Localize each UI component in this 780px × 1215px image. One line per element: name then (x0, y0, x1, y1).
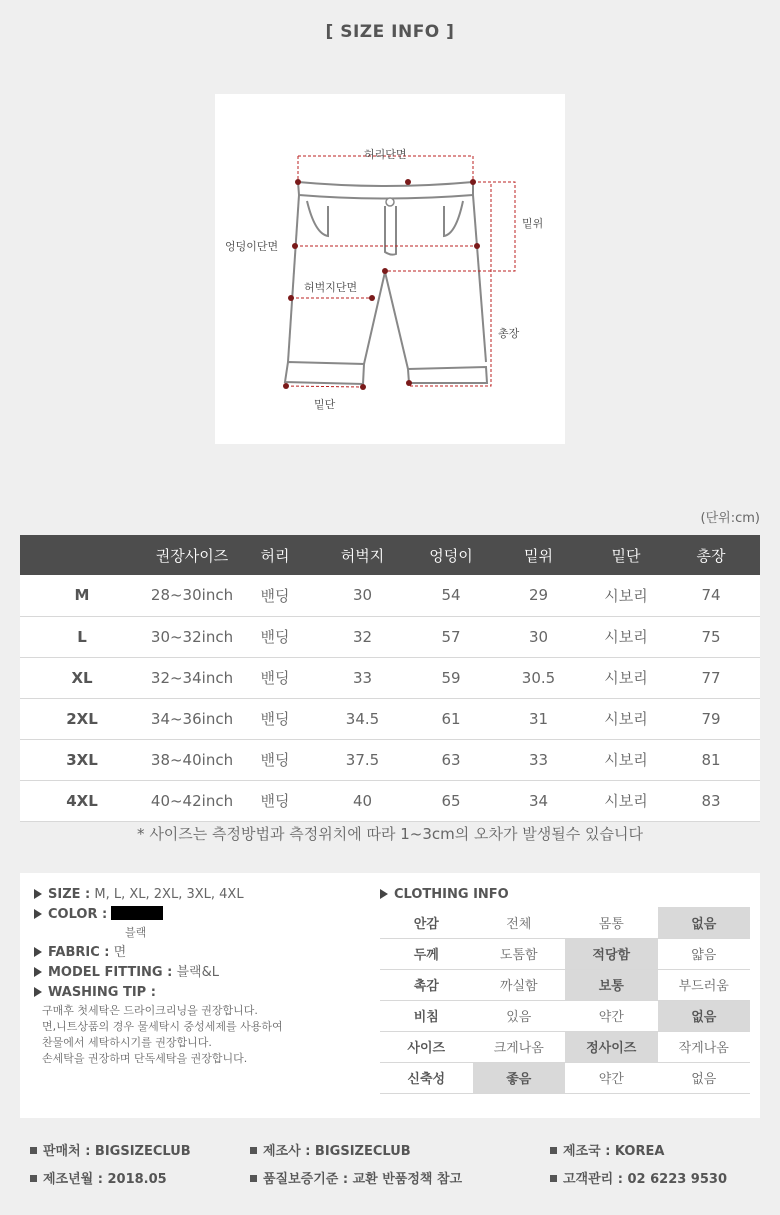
washing-line: 면,니트상품의 경우 물세탁시 중성세제를 사용하여 (42, 1020, 283, 1033)
size-value-cell: 61 (415, 698, 487, 739)
table-row (20, 657, 760, 698)
clothing-info-row (380, 1031, 750, 1062)
clothing-info-option: 부드러움 (658, 969, 751, 1000)
size-value-cell: 77 (662, 657, 760, 698)
size-value-cell: 시보리 (590, 657, 662, 698)
size-value-cell: 시보리 (590, 575, 662, 616)
seller-text: 판매처 : BIGSIZECLUB (43, 1144, 191, 1159)
table-row (20, 698, 760, 739)
size-value-cell: 33 (310, 657, 415, 698)
size-table-header (20, 535, 760, 575)
length-label: 총장 (498, 327, 520, 340)
size-value-cell: 32 (310, 616, 415, 657)
clothing-info-option-selected: 적당함 (565, 938, 658, 969)
waist-label: 허리단면 (364, 148, 407, 161)
clothing-info-option: 몸통 (565, 907, 658, 938)
color-name: 블랙 (125, 926, 147, 939)
size-value-cell: 밴딩 (240, 575, 310, 616)
size-row (34, 885, 374, 905)
square-bullet-icon (550, 1147, 557, 1154)
fabric-row (34, 943, 374, 963)
pants-diagram (215, 94, 565, 444)
clothing-info-row (380, 938, 750, 969)
size-header-cell: 권장사이즈 (144, 535, 240, 575)
clothing-info-title (380, 885, 750, 905)
size-value-cell: 28~30inch (144, 575, 240, 616)
fabric-value: 면 (113, 945, 127, 960)
square-bullet-icon (250, 1175, 257, 1182)
square-bullet-icon (30, 1147, 37, 1154)
size-value-cell: 30 (310, 575, 415, 616)
size-header-cell: 밑위 (487, 535, 590, 575)
clothing-info-label: 신축성 (380, 1062, 473, 1093)
washing-label: WASHING TIP : (48, 985, 156, 1000)
size-value-cell: 밴딩 (240, 780, 310, 821)
thigh-label: 허벅지단면 (304, 281, 358, 294)
country-text: 제조국 : KOREA (563, 1144, 665, 1159)
size-label: SIZE : (48, 887, 91, 902)
color-label: COLOR : (48, 907, 108, 922)
size-value-cell: 밴딩 (240, 616, 310, 657)
unit-label: (단위:cm) (700, 511, 760, 526)
maker-text: 제조사 : BIGSIZECLUB (263, 1144, 411, 1159)
cs-info (550, 1168, 727, 1187)
hem-label: 밑단 (314, 398, 336, 411)
size-value-cell: 54 (415, 575, 487, 616)
clothing-info-row (380, 1000, 750, 1031)
size-header-cell (20, 535, 144, 575)
size-name-cell: 3XL (20, 739, 144, 780)
washing-line: 손세탁을 권장하며 단독세탁을 권장합니다. (42, 1052, 248, 1065)
clothing-info-label: 두께 (380, 938, 473, 969)
clothing-info-label: 비침 (380, 1000, 473, 1031)
size-value-cell: 59 (415, 657, 487, 698)
size-value-cell: 시보리 (590, 739, 662, 780)
clothing-info-option: 얇음 (658, 938, 751, 969)
seller-info (30, 1140, 191, 1159)
size-value-cell: 79 (662, 698, 760, 739)
triangle-bullet-icon (34, 909, 42, 919)
warranty-text: 품질보증기준 : 교환 반품정책 참고 (263, 1172, 463, 1187)
size-value-cell: 시보리 (590, 698, 662, 739)
cs-text: 고객관리 : 02 6223 9530 (563, 1172, 727, 1187)
size-value-cell: 31 (487, 698, 590, 739)
size-name-cell: 2XL (20, 698, 144, 739)
size-value-cell: 38~40inch (144, 739, 240, 780)
size-value-cell: 밴딩 (240, 739, 310, 780)
size-header-cell: 밑단 (590, 535, 662, 575)
size-header-cell: 허리 (240, 535, 310, 575)
washing-line: 찬물에서 세탁하시기를 권장합니다. (42, 1036, 212, 1049)
hip-label: 엉덩이단면 (225, 240, 279, 253)
size-value-cell: 63 (415, 739, 487, 780)
size-value-cell: 30 (487, 616, 590, 657)
clothing-info-label: 안감 (380, 907, 473, 938)
model-label: MODEL FITTING : (48, 965, 173, 980)
page-title: [ SIZE INFO ] (325, 22, 455, 42)
size-header-cell: 허벅지 (310, 535, 415, 575)
table-row (20, 739, 760, 780)
square-bullet-icon (550, 1175, 557, 1182)
clothing-info-option-selected: 정사이즈 (565, 1031, 658, 1062)
clothing-info (380, 885, 750, 1094)
washing-row (34, 983, 374, 1003)
size-name-cell: M (20, 575, 144, 616)
size-value-cell: 33 (487, 739, 590, 780)
size-value-cell: 30~32inch (144, 616, 240, 657)
size-header-cell: 총장 (662, 535, 760, 575)
clothing-info-option-selected: 보통 (565, 969, 658, 1000)
clothing-info-option-selected: 좋음 (473, 1062, 566, 1093)
size-value-cell: 57 (415, 616, 487, 657)
product-details (34, 885, 374, 1067)
size-value-cell: 32~34inch (144, 657, 240, 698)
size-value-cell: 시보리 (590, 780, 662, 821)
size-name-cell: L (20, 616, 144, 657)
size-value: M, L, XL, 2XL, 3XL, 4XL (94, 887, 244, 902)
rise-label: 밑위 (522, 217, 544, 230)
size-value-cell: 81 (662, 739, 760, 780)
washing-tips (42, 1003, 374, 1067)
clothing-info-option-selected: 없음 (658, 907, 751, 938)
triangle-bullet-icon (380, 889, 388, 899)
country-info (550, 1140, 664, 1159)
triangle-bullet-icon (34, 987, 42, 997)
date-text: 제조년월 : 2018.05 (43, 1172, 167, 1187)
size-value-cell: 밴딩 (240, 657, 310, 698)
color-swatch (111, 906, 163, 920)
triangle-bullet-icon (34, 889, 42, 899)
triangle-bullet-icon (34, 947, 42, 957)
size-value-cell: 34 (487, 780, 590, 821)
size-value-cell: 34.5 (310, 698, 415, 739)
clothing-info-option: 없음 (658, 1062, 751, 1093)
product-info-panel (20, 873, 760, 1118)
square-bullet-icon (30, 1175, 37, 1182)
triangle-bullet-icon (34, 967, 42, 977)
clothing-info-row (380, 1062, 750, 1093)
measurement-note: * 사이즈는 측정방법과 측정위치에 따라 1~3cm의 오차가 발생될수 있습니다 (137, 825, 643, 843)
clothing-info-option: 전체 (473, 907, 566, 938)
date-info (30, 1168, 167, 1187)
clothing-info-row (380, 969, 750, 1000)
size-value-cell: 75 (662, 616, 760, 657)
clothing-info-option: 약간 (565, 1062, 658, 1093)
color-row (34, 905, 374, 925)
size-value-cell: 30.5 (487, 657, 590, 698)
model-value: 블랙&L (176, 965, 219, 980)
size-header-cell: 엉덩이 (415, 535, 487, 575)
clothing-info-option: 작게나옴 (658, 1031, 751, 1062)
size-value-cell: 밴딩 (240, 698, 310, 739)
fabric-label: FABRIC : (48, 945, 110, 960)
table-row (20, 780, 760, 821)
clothing-info-label: 사이즈 (380, 1031, 473, 1062)
size-value-cell: 40 (310, 780, 415, 821)
size-value-cell: 시보리 (590, 616, 662, 657)
square-bullet-icon (250, 1147, 257, 1154)
table-row (20, 616, 760, 657)
size-name-cell: 4XL (20, 780, 144, 821)
clothing-info-title-text: CLOTHING INFO (394, 887, 509, 902)
size-value-cell: 29 (487, 575, 590, 616)
clothing-info-option-selected: 없음 (658, 1000, 751, 1031)
size-value-cell: 83 (662, 780, 760, 821)
clothing-info-option: 도톰함 (473, 938, 566, 969)
clothing-info-table (380, 907, 750, 1094)
size-value-cell: 74 (662, 575, 760, 616)
size-value-cell: 40~42inch (144, 780, 240, 821)
table-row (20, 575, 760, 616)
size-name-cell: XL (20, 657, 144, 698)
size-value-cell: 34~36inch (144, 698, 240, 739)
model-row (34, 963, 374, 983)
size-value-cell: 65 (415, 780, 487, 821)
maker-info (250, 1140, 411, 1159)
clothing-info-option: 있음 (473, 1000, 566, 1031)
warranty-info (250, 1168, 462, 1187)
clothing-info-option: 크게나옴 (473, 1031, 566, 1062)
size-table (20, 535, 760, 822)
clothing-info-option: 약간 (565, 1000, 658, 1031)
size-value-cell: 37.5 (310, 739, 415, 780)
clothing-info-option: 까실함 (473, 969, 566, 1000)
clothing-info-label: 촉감 (380, 969, 473, 1000)
washing-line: 구매후 첫세탁은 드라이크리닝을 권장합니다. (42, 1004, 258, 1017)
clothing-info-row (380, 907, 750, 938)
